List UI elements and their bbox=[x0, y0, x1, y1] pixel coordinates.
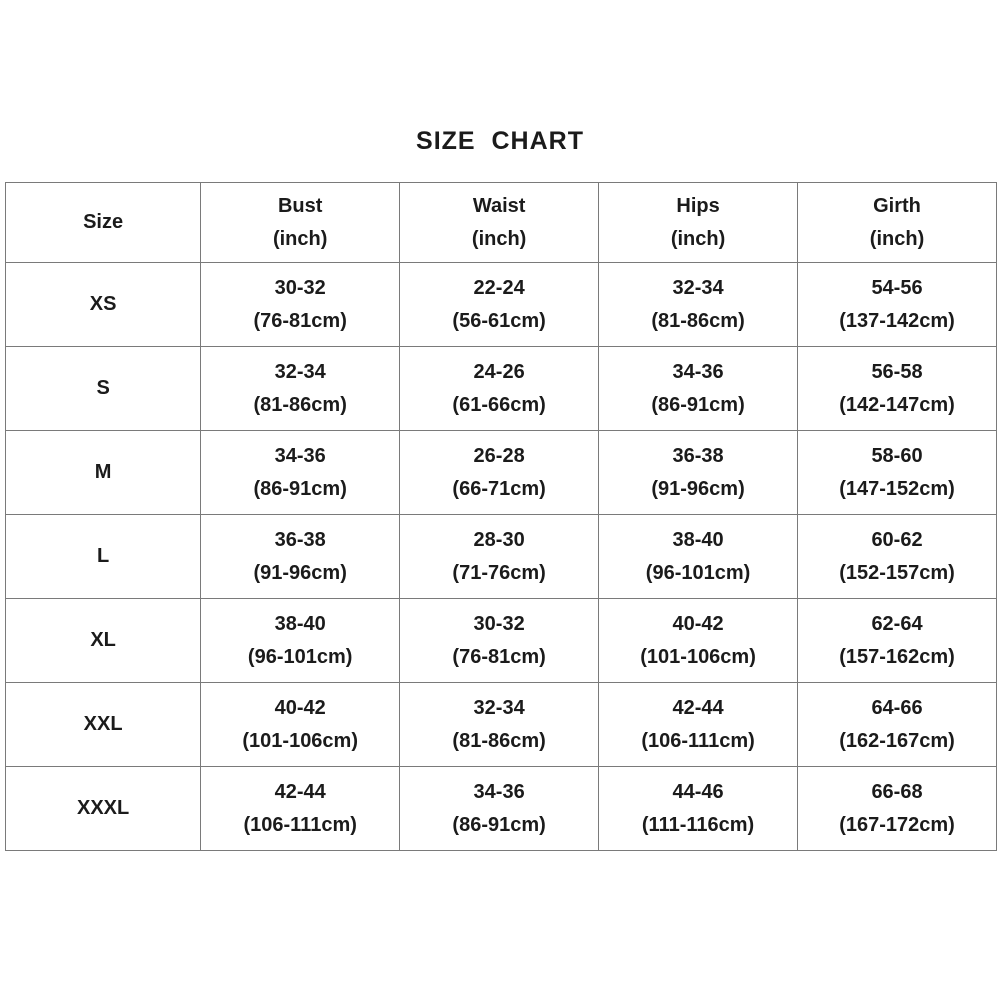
inch-range: 32-34 bbox=[473, 696, 525, 719]
inch-range: 32-34 bbox=[274, 360, 326, 383]
cm-range: (91-96cm) bbox=[651, 477, 745, 500]
table-row-s bbox=[6, 347, 997, 431]
bust-cell bbox=[201, 767, 400, 851]
girth-cell bbox=[798, 599, 997, 683]
cm-range: (76-81cm) bbox=[452, 645, 546, 668]
inch-range: 58-60 bbox=[871, 444, 923, 467]
inch-range: 56-58 bbox=[871, 360, 923, 383]
waist-cell bbox=[400, 683, 599, 767]
waist-cell bbox=[400, 431, 599, 515]
header-label: Hips bbox=[676, 194, 720, 217]
cm-range: (86-91cm) bbox=[452, 813, 546, 836]
girth-cell bbox=[798, 767, 997, 851]
header-unit: (inch) bbox=[272, 227, 328, 250]
inch-range: 42-44 bbox=[672, 696, 724, 719]
column-header-size bbox=[6, 183, 201, 263]
inch-range: 38-40 bbox=[672, 528, 724, 551]
cm-range: (167-172cm) bbox=[839, 813, 955, 836]
girth-cell bbox=[798, 683, 997, 767]
column-header-hips bbox=[599, 183, 798, 263]
cm-range: (106-111cm) bbox=[243, 813, 357, 836]
cm-range: (152-157cm) bbox=[839, 561, 955, 584]
waist-cell bbox=[400, 599, 599, 683]
inch-range: 42-44 bbox=[274, 780, 326, 803]
inch-range: 34-36 bbox=[473, 780, 525, 803]
cm-range: (66-71cm) bbox=[452, 477, 546, 500]
bust-cell bbox=[201, 683, 400, 767]
girth-cell bbox=[798, 263, 997, 347]
cm-range: (157-162cm) bbox=[839, 645, 955, 668]
bust-cell bbox=[201, 431, 400, 515]
waist-cell bbox=[400, 515, 599, 599]
bust-cell bbox=[201, 599, 400, 683]
inch-range: 40-42 bbox=[274, 696, 326, 719]
cm-range: (56-61cm) bbox=[452, 309, 546, 332]
inch-range: 64-66 bbox=[871, 696, 923, 719]
table-row-l bbox=[6, 515, 997, 599]
inch-range: 36-38 bbox=[672, 444, 724, 467]
hips-cell bbox=[599, 515, 798, 599]
cm-range: (81-86cm) bbox=[452, 729, 546, 752]
hips-cell bbox=[599, 431, 798, 515]
cm-range: (101-106cm) bbox=[640, 645, 756, 668]
hips-cell bbox=[599, 599, 798, 683]
girth-cell bbox=[798, 347, 997, 431]
inch-range: 60-62 bbox=[871, 528, 923, 551]
inch-range: 62-64 bbox=[871, 612, 923, 635]
hips-cell bbox=[599, 767, 798, 851]
size-cell: L bbox=[6, 515, 201, 599]
column-header-waist bbox=[400, 183, 599, 263]
header-label: Size bbox=[83, 211, 124, 233]
table-row-xxl bbox=[6, 683, 997, 767]
inch-range: 36-38 bbox=[274, 528, 326, 551]
column-header-girth bbox=[798, 183, 997, 263]
inch-range: 30-32 bbox=[274, 276, 326, 299]
cm-range: (106-111cm) bbox=[641, 729, 755, 752]
waist-cell bbox=[400, 767, 599, 851]
inch-range: 44-46 bbox=[672, 780, 724, 803]
hips-cell bbox=[599, 683, 798, 767]
cm-range: (96-101cm) bbox=[247, 645, 353, 668]
girth-cell bbox=[798, 431, 997, 515]
inch-range: 34-36 bbox=[274, 444, 326, 467]
header-unit: (inch) bbox=[471, 227, 527, 250]
header-unit: (inch) bbox=[670, 227, 726, 250]
header-label: Bust bbox=[277, 194, 323, 217]
size-cell: XS bbox=[6, 263, 201, 347]
inch-range: 28-30 bbox=[473, 528, 525, 551]
waist-cell bbox=[400, 263, 599, 347]
cm-range: (86-91cm) bbox=[651, 393, 745, 416]
bust-cell bbox=[201, 347, 400, 431]
cm-range: (86-91cm) bbox=[253, 477, 347, 500]
size-cell: M bbox=[6, 431, 201, 515]
inch-range: 40-42 bbox=[672, 612, 724, 635]
size-chart-table bbox=[5, 182, 997, 851]
hips-cell bbox=[599, 263, 798, 347]
table-row-xs bbox=[6, 263, 997, 347]
bust-cell bbox=[201, 263, 400, 347]
table-row-xxxl bbox=[6, 767, 997, 851]
header-row bbox=[6, 183, 997, 263]
inch-range: 24-26 bbox=[473, 360, 525, 383]
hips-cell bbox=[599, 347, 798, 431]
size-cell: S bbox=[6, 347, 201, 431]
size-cell: XXL bbox=[6, 683, 201, 767]
cm-range: (61-66cm) bbox=[452, 393, 546, 416]
inch-range: 34-36 bbox=[672, 360, 724, 383]
inch-range: 32-34 bbox=[672, 276, 724, 299]
girth-cell bbox=[798, 515, 997, 599]
column-header-bust bbox=[201, 183, 400, 263]
cm-range: (137-142cm) bbox=[839, 309, 955, 332]
table-row-xl bbox=[6, 599, 997, 683]
cm-range: (96-101cm) bbox=[645, 561, 751, 584]
cm-range: (111-116cm) bbox=[641, 813, 755, 836]
cm-range: (76-81cm) bbox=[253, 309, 347, 332]
inch-range: 66-68 bbox=[871, 780, 923, 803]
page-title: SIZE CHART bbox=[416, 127, 584, 155]
inch-range: 26-28 bbox=[473, 444, 525, 467]
cm-range: (147-152cm) bbox=[839, 477, 955, 500]
cm-range: (81-86cm) bbox=[253, 393, 347, 416]
size-cell: XXXL bbox=[6, 767, 201, 851]
inch-range: 30-32 bbox=[473, 612, 525, 635]
cm-range: (101-106cm) bbox=[242, 729, 358, 752]
inch-range: 38-40 bbox=[274, 612, 326, 635]
header-label: Waist bbox=[472, 194, 526, 217]
cm-range: (81-86cm) bbox=[651, 309, 745, 332]
cm-range: (91-96cm) bbox=[253, 561, 347, 584]
waist-cell bbox=[400, 347, 599, 431]
cm-range: (142-147cm) bbox=[839, 393, 955, 416]
header-unit: (inch) bbox=[869, 227, 925, 250]
bust-cell bbox=[201, 515, 400, 599]
header-label: Girth bbox=[873, 194, 921, 217]
cm-range: (71-76cm) bbox=[452, 561, 546, 584]
cm-range: (162-167cm) bbox=[839, 729, 955, 752]
size-cell: XL bbox=[6, 599, 201, 683]
inch-range: 22-24 bbox=[473, 276, 525, 299]
table-row-m bbox=[6, 431, 997, 515]
inch-range: 54-56 bbox=[871, 276, 923, 299]
